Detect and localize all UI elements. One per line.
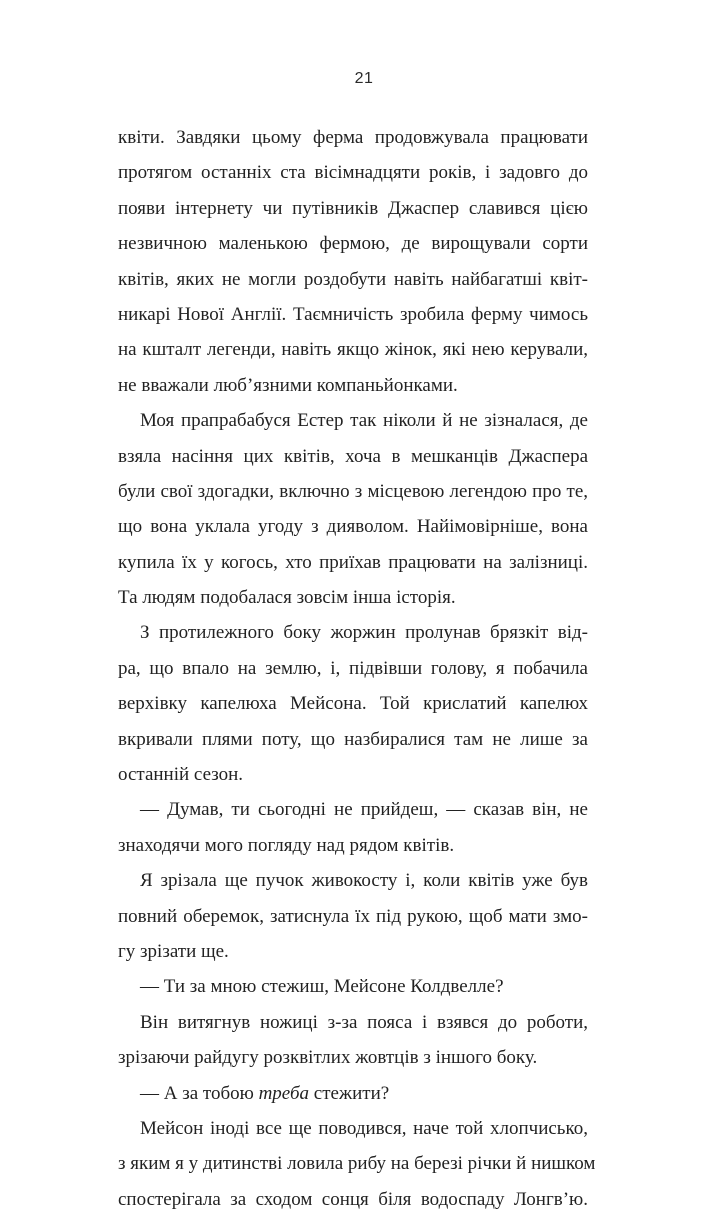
text-line: купила їх у когось, хто приїхав працювати на залізниці.: [118, 551, 588, 573]
text-line: З протилежного боку жоржин пролунав брязкіт від-: [140, 622, 588, 644]
text-line: Я зрізала ще пучок живокосту і, коли квітів уже був: [140, 870, 588, 892]
text-line: ра, що впало на землю, і, підвівши голову, я побачила: [118, 657, 588, 679]
text-line: — Ти за мною стежиш, Мейсоне Колдвелле?: [140, 976, 504, 998]
text-line: Та людям подобалася зовсім інша історія.: [118, 587, 456, 609]
body-text: [118, 120, 596, 1217]
text-line: незвичною маленькою фермою, де вирощували сорти: [118, 233, 588, 255]
text-line: протягом останніх ста вісімнадцяти років, і задовго до: [118, 162, 588, 184]
text-line: не вважали люб’язними компаньйонками.: [118, 374, 458, 396]
text-line: вкривали плями поту, що назбиралися там не лише за: [118, 728, 588, 750]
italic-word: треба: [258, 1082, 310, 1104]
text-line: зрізаючи райдугу розквітлих жовтців з іншого боку.: [118, 1047, 538, 1069]
text-line: появи інтернету чи путівників Джаспер славився цією: [118, 197, 588, 219]
text-segment: — А за тобою: [140, 1082, 259, 1104]
text-line: никарі Нової Англії. Таємничість зробила ферму чимось: [118, 303, 588, 325]
text-line: спостерігала за сходом сонця біля водоспаду Лонгв’ю.: [118, 1188, 588, 1210]
text-line: квіти. Завдяки цьому ферма продовжувала працювати: [118, 127, 588, 148]
text-segment: стежити?: [309, 1082, 390, 1104]
text-line: були свої здогадки, включно з місцевою легендою про те,: [118, 480, 588, 502]
text-line: Моя прапрабабуся Естер так ніколи й не зізналася, де: [140, 410, 588, 432]
text-line: взяла насіння цих квітів, хоча в мешканців Джаспера: [118, 445, 588, 467]
text-line: знаходячи мого погляду над рядом квітів.: [118, 834, 455, 856]
text-line: з яким я у дитинстві ловила рибу на березі річки й нишком: [118, 1153, 596, 1175]
text-line: Мейсон іноді все ще поводився, наче той хлопчисько,: [140, 1117, 588, 1139]
text-line: що вона уклала угоду з дияволом. Найімовірніше, вона: [118, 516, 588, 538]
text-line: Він витягнув ножиці з-за пояса і взявся до роботи,: [140, 1011, 588, 1033]
text-line: [118, 1076, 588, 1111]
text-line: квітів, яких не могли роздобути навіть найбагатші квіт-: [118, 268, 588, 290]
text-line: останній сезон.: [118, 764, 244, 786]
text-line: на кшталт легенди, навіть якщо жінок, які нею керували,: [118, 339, 588, 361]
text-line: верхівку капелюха Мейсона. Той крислатий капелюх: [118, 693, 588, 715]
text-line: — Думав, ти сьогодні не прийдеш, — сказав він, не: [140, 799, 588, 821]
text-line: гу зрізати ще.: [118, 940, 229, 962]
text-line: повний оберемок, затиснула їх під рукою, щоб мати змо-: [118, 905, 588, 927]
page-number: 21: [354, 70, 374, 87]
